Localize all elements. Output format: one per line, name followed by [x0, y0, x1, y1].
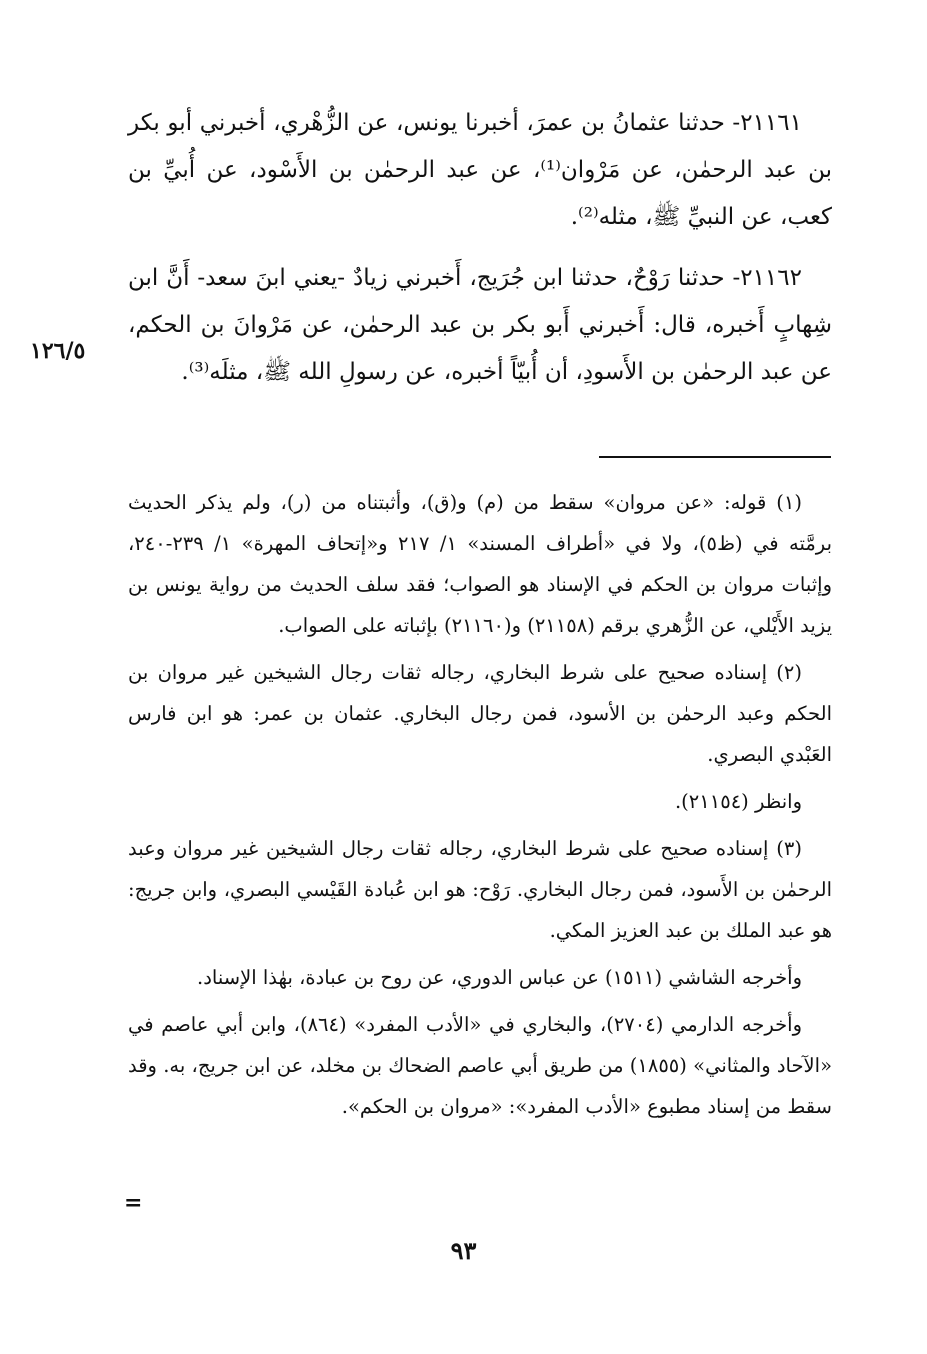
footnote-2: (٢) إسناده صحيح على شرط البخاري، رجاله ثقات رجال الشيخين غير مروان بن الحكم وعبد الرحمٰن بن الأسود، فمن رجال البخاري. عثمان بن عمر: هو ابن فارس العَبْدي البصري.	[128, 661, 832, 766]
footnote-separator	[599, 456, 831, 458]
hadith-21162: ٢١١٦٢- حدثنا رَوْحٌ، حدثنا ابن جُرَيج، أَخبرني زيادٌ -يعني ابنَ سعد- أَنَّ ابن شِهابٍ أَخبره، قال: أَخبرني أَبو بكر بن عبد الرحمٰن، عن مَرْوانَ بن الحكم، عن عبد الرحمٰن بن الأَسودِ، أن أُبيّاً أخبره، عن رسولِ الله ﷺ، مثلَه⁽³⁾.	[128, 265, 832, 385]
footnote-3-darimi: وأخرجه الدارمي (٢٧٠٤)، والبخاري في «الأدب المفرد» (٨٦٤)، وابن أبي عاصم في «الآحاد والمثاني» (١٨٥٥) من طريق أبي عاصم الضحاك بن مخلد، عن ابن جريج، به. وقد سقط من إسناد مطبوع «الأدب المفرد»: «مروان بن الحكم».	[128, 1013, 833, 1118]
footnotes	[128, 482, 832, 1133]
footnote-2-see-also: وانظر (٢١١٥٤).	[674, 790, 802, 813]
footnote-3: (٣) إسناده صحيح على شرط البخاري، رجاله ثقات رجال الشيخين غير مروان وعبد الرحمٰن بن الأَسود، فمن رجال البخاري. رَوْح: هو ابن عُبادة القَيْسي البصري، وابن جريج: هو عبد الملك بن عبد العزيز المكي.	[128, 837, 832, 942]
footnote-1: (١) قوله: «عن مروان» سقط من (م) و(ق)، وأثبتناه من (ر)، ولم يذكر الحديث برمَّته في (ظ٥)، ولا في «أطراف المسند» ١/ ٢١٧ و«إتحاف المهرة» ١/ ٢٣٩-٢٤٠، وإثبات مروان بن الحكم في الإسناد هو الصواب؛ فقد سلف الحديث من رواية يونس بن يزيد الأَيْلي، عن الزُّهري برقم (٢١١٥٨) و(٢١١٦٠) بإثباته على الصواب.	[128, 491, 832, 637]
continuation-mark: =	[124, 1190, 143, 1216]
main-text	[128, 100, 832, 410]
page-number: ٩٣	[450, 1236, 477, 1265]
margin-reference: ١٢٦/٥	[30, 338, 86, 364]
footnote-3-shashi: وأخرجه الشاشي (١٥١١) عن عباس الدوري، عن روح بن عبادة، بهٰذا الإسناد.	[197, 966, 802, 989]
hadith-21161: ٢١١٦١- حدثنا عثمانُ بن عمرَ، أخبرنا يونس، عن الزُّهْري، أخبرني أبو بكر بن عبد الرحمٰن، عن مَرْوان⁽¹⁾، عن عبد الرحمٰن بن الأَسْود، عن أُبيِّ بن كعب، عن النبيِّ ﷺ، مثله⁽²⁾.	[128, 110, 832, 230]
